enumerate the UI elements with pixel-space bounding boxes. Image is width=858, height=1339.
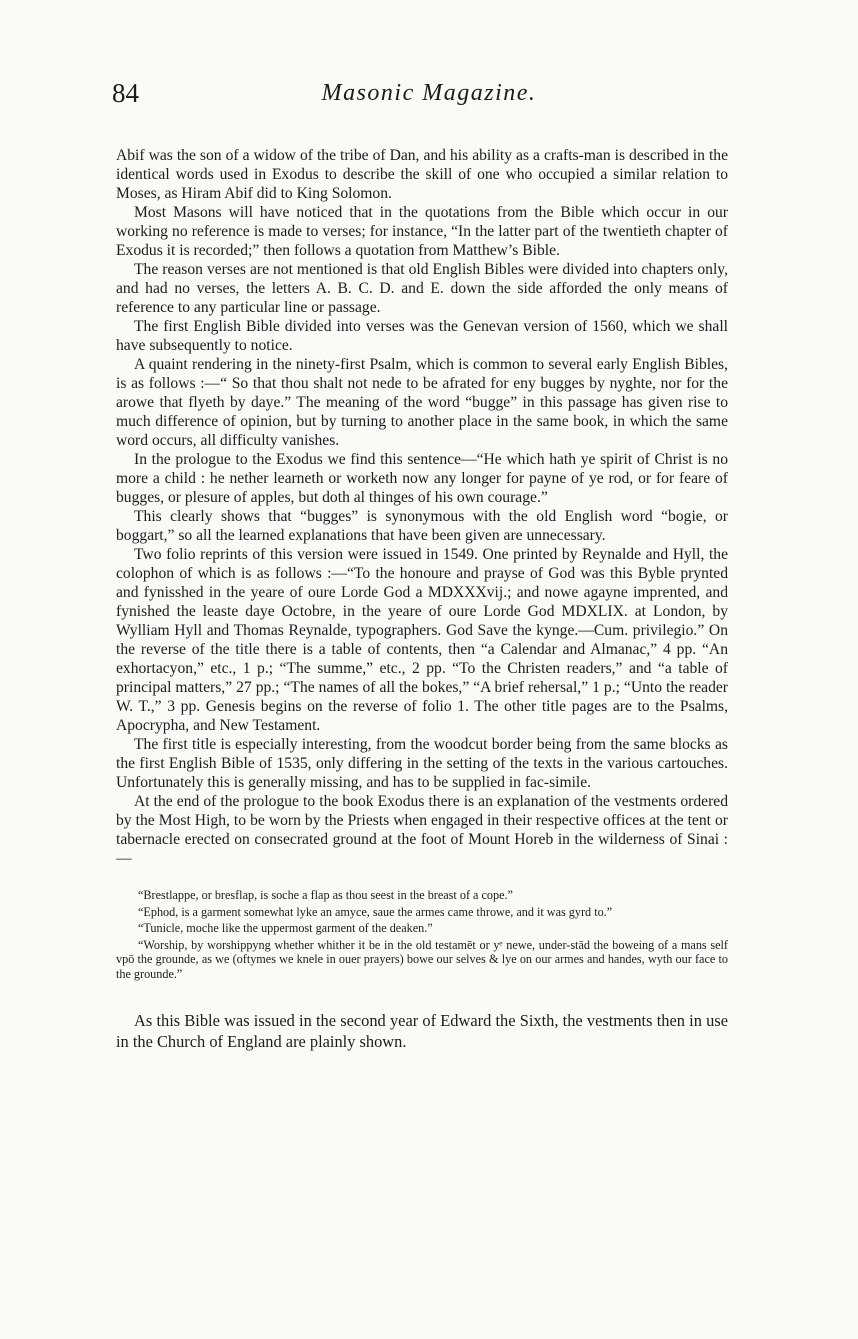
closing-paragraph: As this Bible was issued in the second year of Edward the Sixth, the vestments then in use in the Church of England are plainly shown. [116,1010,728,1051]
paragraph: A quaint rendering in the ninety-first Psalm, which is common to several early English Bibles, is as follows :—“ So that thou shalt not nede to be afrated for eny bugges by nyghte, nor for the arowe that flyeth by daye.” The meaning of the word “bugge” in this passage has given rise to much difference of opinion, but by turning to another place in the same book, in which the same word occurs, all difficulty vanishes. [116,356,728,449]
quote-item: “Ephod, is a garment somewhat lyke an amyce, saue the armes came throwe, and it was gyrd to.” [138,904,613,919]
quote-item: “Worship, by worshippyng whether whither it be in the old testamēt or yᵉ newe, under-stād the boweing of a mans self vpō the grounde, as we (oftymes we knele in ouer prayers) bowe our selves & lye on our armes and handes, wyth our face to the grounde.” [116,937,728,981]
vestment-quotes [116,888,728,982]
quote-item: “Brestlappe, or bresflap, is soche a flap as thou seest in the breast of a cope.” [138,888,513,902]
paragraph: Abif was the son of a widow of the tribe of Dan, and his ability as a crafts-man is described in the identical words used in Exodus to describe the skill of one who occupied a similar relation to Moses, as Hiram Abif did to King Solomon. [116,147,728,202]
paragraph: The first title is especially interesting, from the woodcut border being from the same blocks as the first English Bible of 1535, only differing in the setting of the texts in the various cartouches. Unfortunately this is generally missing, and has to be supplied in fac-simile. [116,736,728,791]
quote-item: “Tunicle, moche like the uppermost garment of the deaken.” [138,921,433,936]
paragraph: The first English Bible divided into verses was the Genevan version of 1560, which we shall have subsequently to notice. [116,318,728,354]
paragraph: At the end of the prologue to the book Exodus there is an explanation of the vestments ordered by the Most High, to be worn by the Priests when engaged in their respective offices at the tent or tabernacle erected on consecrated ground at the foot of Mount Horeb in the wilderness of Sinai :— [116,793,728,867]
page-header [112,78,746,118]
article-body [116,146,728,1052]
running-head: Masonic Magazine. [321,80,537,106]
paragraph: Most Masons will have noticed that in the quotations from the Bible which occur in our working no reference is made to verses; for instance, “In the latter part of the twentieth chapter of Exodus it is recorded;” then follows a quotation from Matthew’s Bible. [116,204,728,259]
page-number: 84 [112,78,139,108]
paragraph: In the prologue to the Exodus we find this sentence—“He which hath ye spirit of Christ is no more a child : he nether learneth or worketh now any longer for payne of ye rod, or for feare of bugges, or plesure of apples, but doth al thinges of his own courage.” [116,451,728,506]
paragraph: Two folio reprints of this version were issued in 1549. One printed by Reynalde and Hyll, the colophon of which is as follows :—“To the honoure and prayse of God was this Byble prynted and fynisshed in the yeare of oure Lorde God a MDXXXvij.; and nowe agayne imprented, and fynished the leaste daye Octobre, in the yeare of oure Lorde God MDXLIX. at London, by Wylliam Hyll and Thomas Reynalde, typographers. God Save the kynge.—Cum. privilegio.” On the reverse of the title there is a table of contents, then “a Calendar and Almanac,” 4 pp. “An exhortacyon,” etc., 1 p.; “The summe,” etc., 2 pp. “To the Christen readers,” and “a table of principal matters,” 27 pp.; “The names of all the bokes,” “A brief rehersal,” 1 p.; “Unto the reader W. T.,” 3 pp. Genesis begins on the reverse of folio 1. The other title pages are to the Psalms, Apocrypha, and New Testament. [116,546,728,734]
paragraph: The reason verses are not mentioned is that old English Bibles were divided into chapters only, and had no verses, the letters A. B. C. D. and E. down the side afforded the only means of reference to any particular line or passage. [116,261,728,316]
paragraph: This clearly shows that “bugges” is synonymous with the old English word “bogie, or boggart,” so all the learned explanations that have been given are unnecessary. [116,508,728,544]
